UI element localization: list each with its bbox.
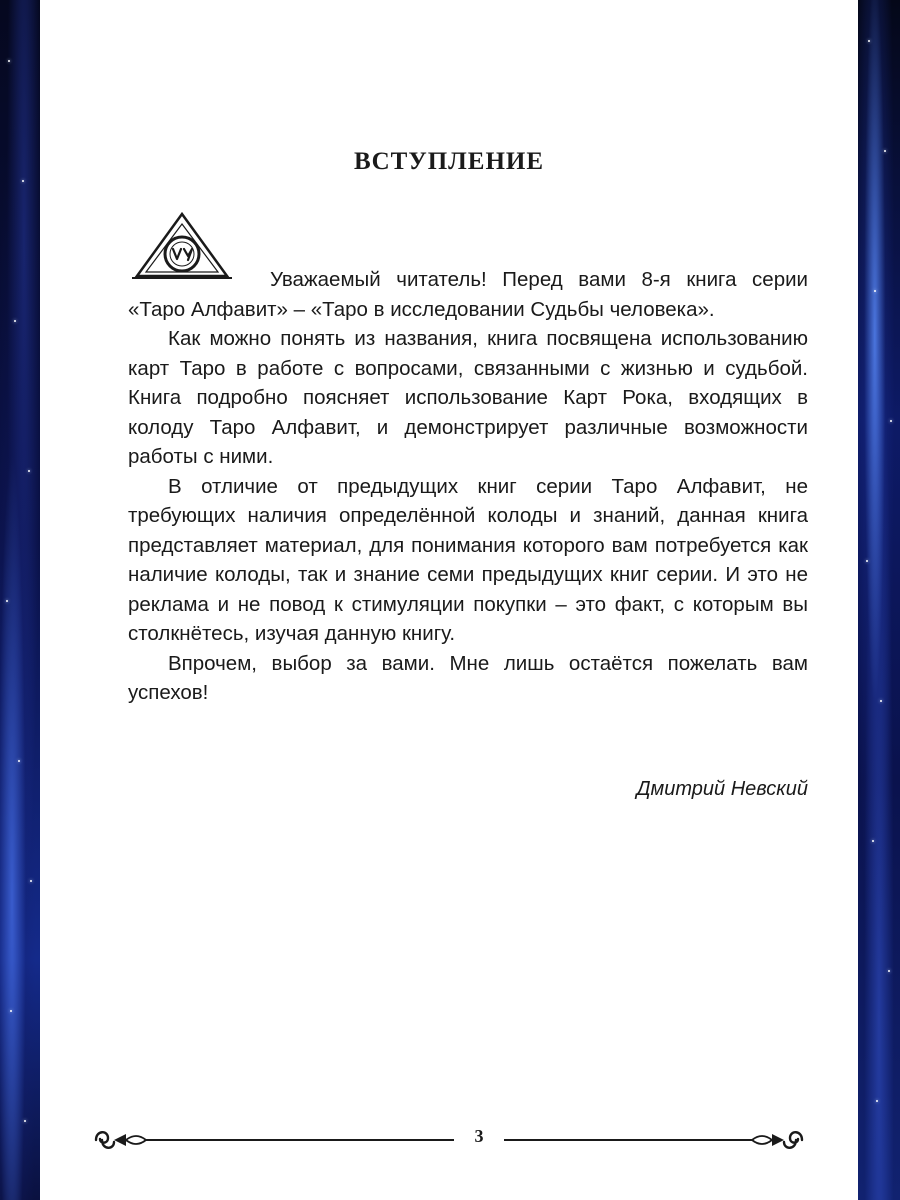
- flourish-ornament-icon: [726, 1122, 806, 1158]
- body-text: [128, 265, 808, 708]
- space-border-left: [0, 0, 40, 1200]
- space-border-right: [858, 0, 900, 1200]
- paragraph: Уважаемый читатель! Перед вами 8-я книга серии «Таро Алфавит» – «Таро в исследовании Судьбы человека».: [128, 268, 808, 321]
- page-title: ВСТУПЛЕНИЕ: [353, 148, 545, 175]
- flourish-ornament-icon: [92, 1122, 172, 1158]
- footer-rule-left: [172, 1122, 454, 1158]
- footer-rule-right: [504, 1122, 726, 1158]
- paragraph: Впрочем, выбор за вами. Мне лишь остаётся пожелать вам успехов!: [128, 651, 808, 704]
- paragraph: Как можно понять из названия, книга посвящена использованию карт Таро в работе с вопросами, связанными с жизнью и судьбой. Книга подробно поясняет использование Карт Рока, входящих в колоду Таро Алфавит, и демонстрирует различные возможности работы с ними.: [128, 327, 808, 468]
- page-number: 3: [474, 1126, 484, 1146]
- page-footer: [92, 1122, 806, 1158]
- book-page: [40, 0, 858, 1200]
- author-signature: Дмитрий Невский: [636, 778, 808, 800]
- paragraph: В отличие от предыдущих книг серии Таро Алфавит, не требующих наличия определённой колоды и знаний, данная книга представляет материал, для понимания которого вам потребуется как наличие колоды, так и знание семи предыдущих книг серии. И это не реклама и не повод к стимуляции покупки – это факт, с которым вы столкнётесь, изучая данную книгу.: [128, 474, 808, 645]
